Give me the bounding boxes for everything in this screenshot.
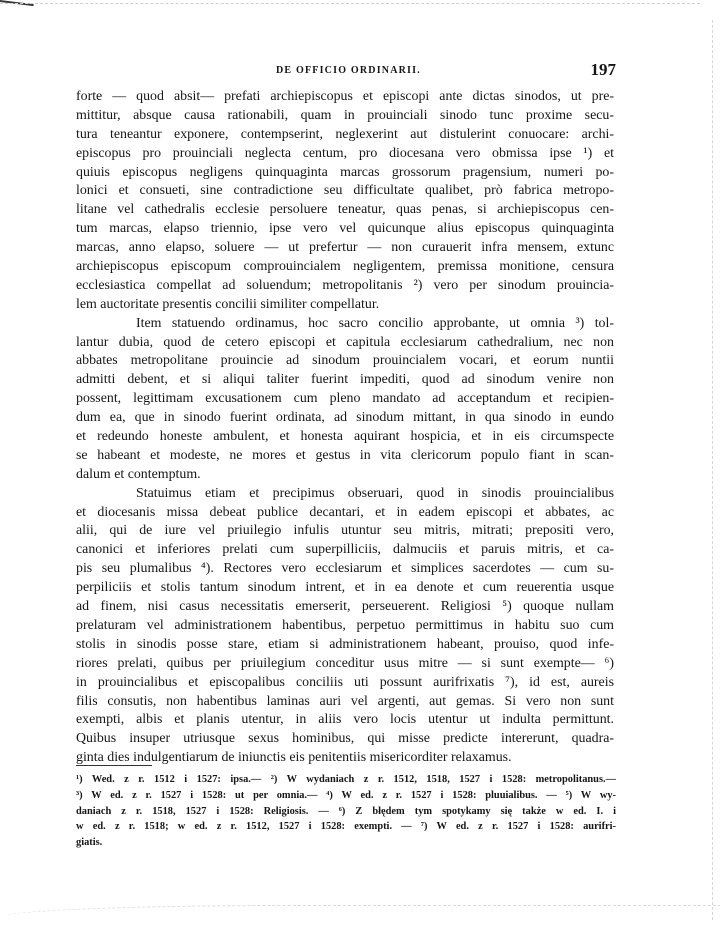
text-line: possent, legittimam excusationem cum pleno mandato ad acceptandum et recipien- [76,391,614,407]
text-line: et redeundo honeste ambulent, et honesta aquirant hospicia, et in eis circumspecte [76,429,614,445]
text-line: dalum et contemptum. [76,466,201,482]
text-line: et diocesanis missa debeat publice decantari, et in eadem episcopi et abbates, ac [76,504,614,520]
footnote-line: w ed. z r. 1518; w ed. z r. 1512, 1527 i 1528: exempti. — ⁷) W ed. z r. 1527 i 1528: aurifri- [76,821,616,833]
page-number: 197 [590,60,616,79]
text-line: stolis in sinodis posse stare, etiam si administrationem habeant, prouiso, quod infe- [76,636,614,652]
text-line: riores prelati, quibus per priuilegium conceditur usus mitre — si sunt exempte— ⁶) [76,655,614,671]
footnote-line: giatis. [76,837,103,849]
text-line: lem auctoritate presentis concilii similiter compellatur. [76,296,380,312]
text-line: episcopus pro prouinciali neglecta centum, pro diocesana vero obmissa ipse ¹) et [76,145,614,161]
text-line: ecclesiastica compellat ad soluendum; metropolitanis ²) vero per sinodum prouincia- [76,277,614,293]
text-line: filis consutis, non habentibus laminas auri vel argenti, aut gemas. Si vero non sunt [76,693,614,709]
text-line: marcas, anno elapso, soluere — ut prefertur — non curauerit infra mensem, extunc [76,240,614,256]
paragraph-start-line: Statuimus etiam et precipimus obseruari, quod in sinodis prouincialibus [136,485,614,501]
footnotes [76,772,616,851]
paragraph-start-line: Item statuendo ordinamus, hoc sacro concilio approbante, ut omnia ³) tol- [136,315,614,331]
text-line: in prouincialibus et episcopalibus conciliis uti possunt aurifrixatis ⁷), id est, aureis [76,674,614,690]
text-line: pis seu plumalibus ⁴). Rectores vero ecclesiarum et simplices sacerdotes — cum su- [76,561,614,577]
text-line: alii, qui de iure vel priuilegio infulis utuntur seu mitris, mitrati; prepositi vero, [76,523,614,539]
text-line: litane vel cathedralis ecclesie persoluere teneatur, quas penas, si archiepiscopus cen- [76,202,614,218]
text-line: forte — quod absit— prefati archiepiscopus et episcopi ante dictas sinodos, ut pre- [76,89,614,104]
text-line: admitti debent, et si aliqui taliter fuerint impediti, quod ad sinodum venire non [76,372,614,388]
footnote-line: daniach z r. 1518, 1527 i 1528: Religiosis. — ⁶) Z błędem tym spotykamy się także w ed. I. i [76,805,616,817]
text-line: quiuis episcopus negligens quinquaginta marcas grossorum pragensium, numeri po- [76,164,614,180]
text-line: abbates metropolitane prouincie ad sinodum prouincialem vocari, et eorum nuntii [76,353,614,369]
text-line: exempti, albis et planis utentur, in aliis vero locis utentur ut indulta permittunt. [76,712,614,728]
text-line: lonici et consueti, sine contradictione seu difficultate qualibet, prò fabrica metropo- [76,183,614,199]
running-head: DE OFFICIO ORDINARII. [276,65,421,76]
scan-edge-bottom [0,905,720,936]
text-line: canonici et inferiores prelati cum superpilliciis, dalmuciis et paruis mitris, et ca- [76,542,614,558]
text-line: se habeant et modeste, ne mores et gestus in vita clericorum populo fiant in scan- [76,447,614,463]
text-line: mittitur, absque causa rationabili, quam in prouinciali sinodo tunc proxime secu- [76,107,614,123]
text-line: tura teneantur exponere, contempserint, neglexerint aut distulerint conuocare: archi- [76,126,614,142]
text-line: prelaturam vel administrationem habentibus, perpetuo permittimus in habitu suo cum [76,617,614,633]
scan-edge-right [712,20,713,920]
text-line: perpiliciis et stolis tantum sinodum intrent, et in ea denote et cum reuerentia usque [76,580,614,596]
text-line: dum ea, que in sinodo fuerint ordinata, ad sinodum mittant, in qua sinodo in eundo [76,410,614,426]
text-line: tum marcas, elapso triennio, ipse vero vel quicunque alius episcopus quinquaginta [76,221,614,237]
footnote-separator [76,765,152,766]
main-text [76,88,614,768]
text-line: archiepiscopus episcopum comprouincialem negligentem, premissa monitione, censura [76,259,614,275]
text-line: Quibus insuper utriusque sexus hominibus, qui misse predicte intererunt, quadra- [76,731,614,747]
scan-edge-top [0,3,700,4]
text-line: ad finem, nisi casus necessitatis emerserit, perseuerent. Religiosi ⁵) quoque nullam [76,599,614,615]
text-line: ginta dies indulgentiarum de iniunctis eis penitentiis misericorditer relaxamus. [76,750,512,766]
footnote-line: ¹) Wed. z r. 1512 i 1527: ipsa.— ²) W wydaniach z r. 1512, 1518, 1527 i 1528: metropolitanus.— [76,774,616,785]
footnote-line: ³) W ed. z r. 1527 i 1528: ut per omnia.— ⁴) W ed. z r. 1527 i 1528: pluuialibus. — ⁵) W wy- [76,789,616,801]
text-line: lantur dubia, quod de cetero episcopi et capitula ecclesiarum cathedralium, nec non [76,334,614,350]
page-header [76,60,616,84]
